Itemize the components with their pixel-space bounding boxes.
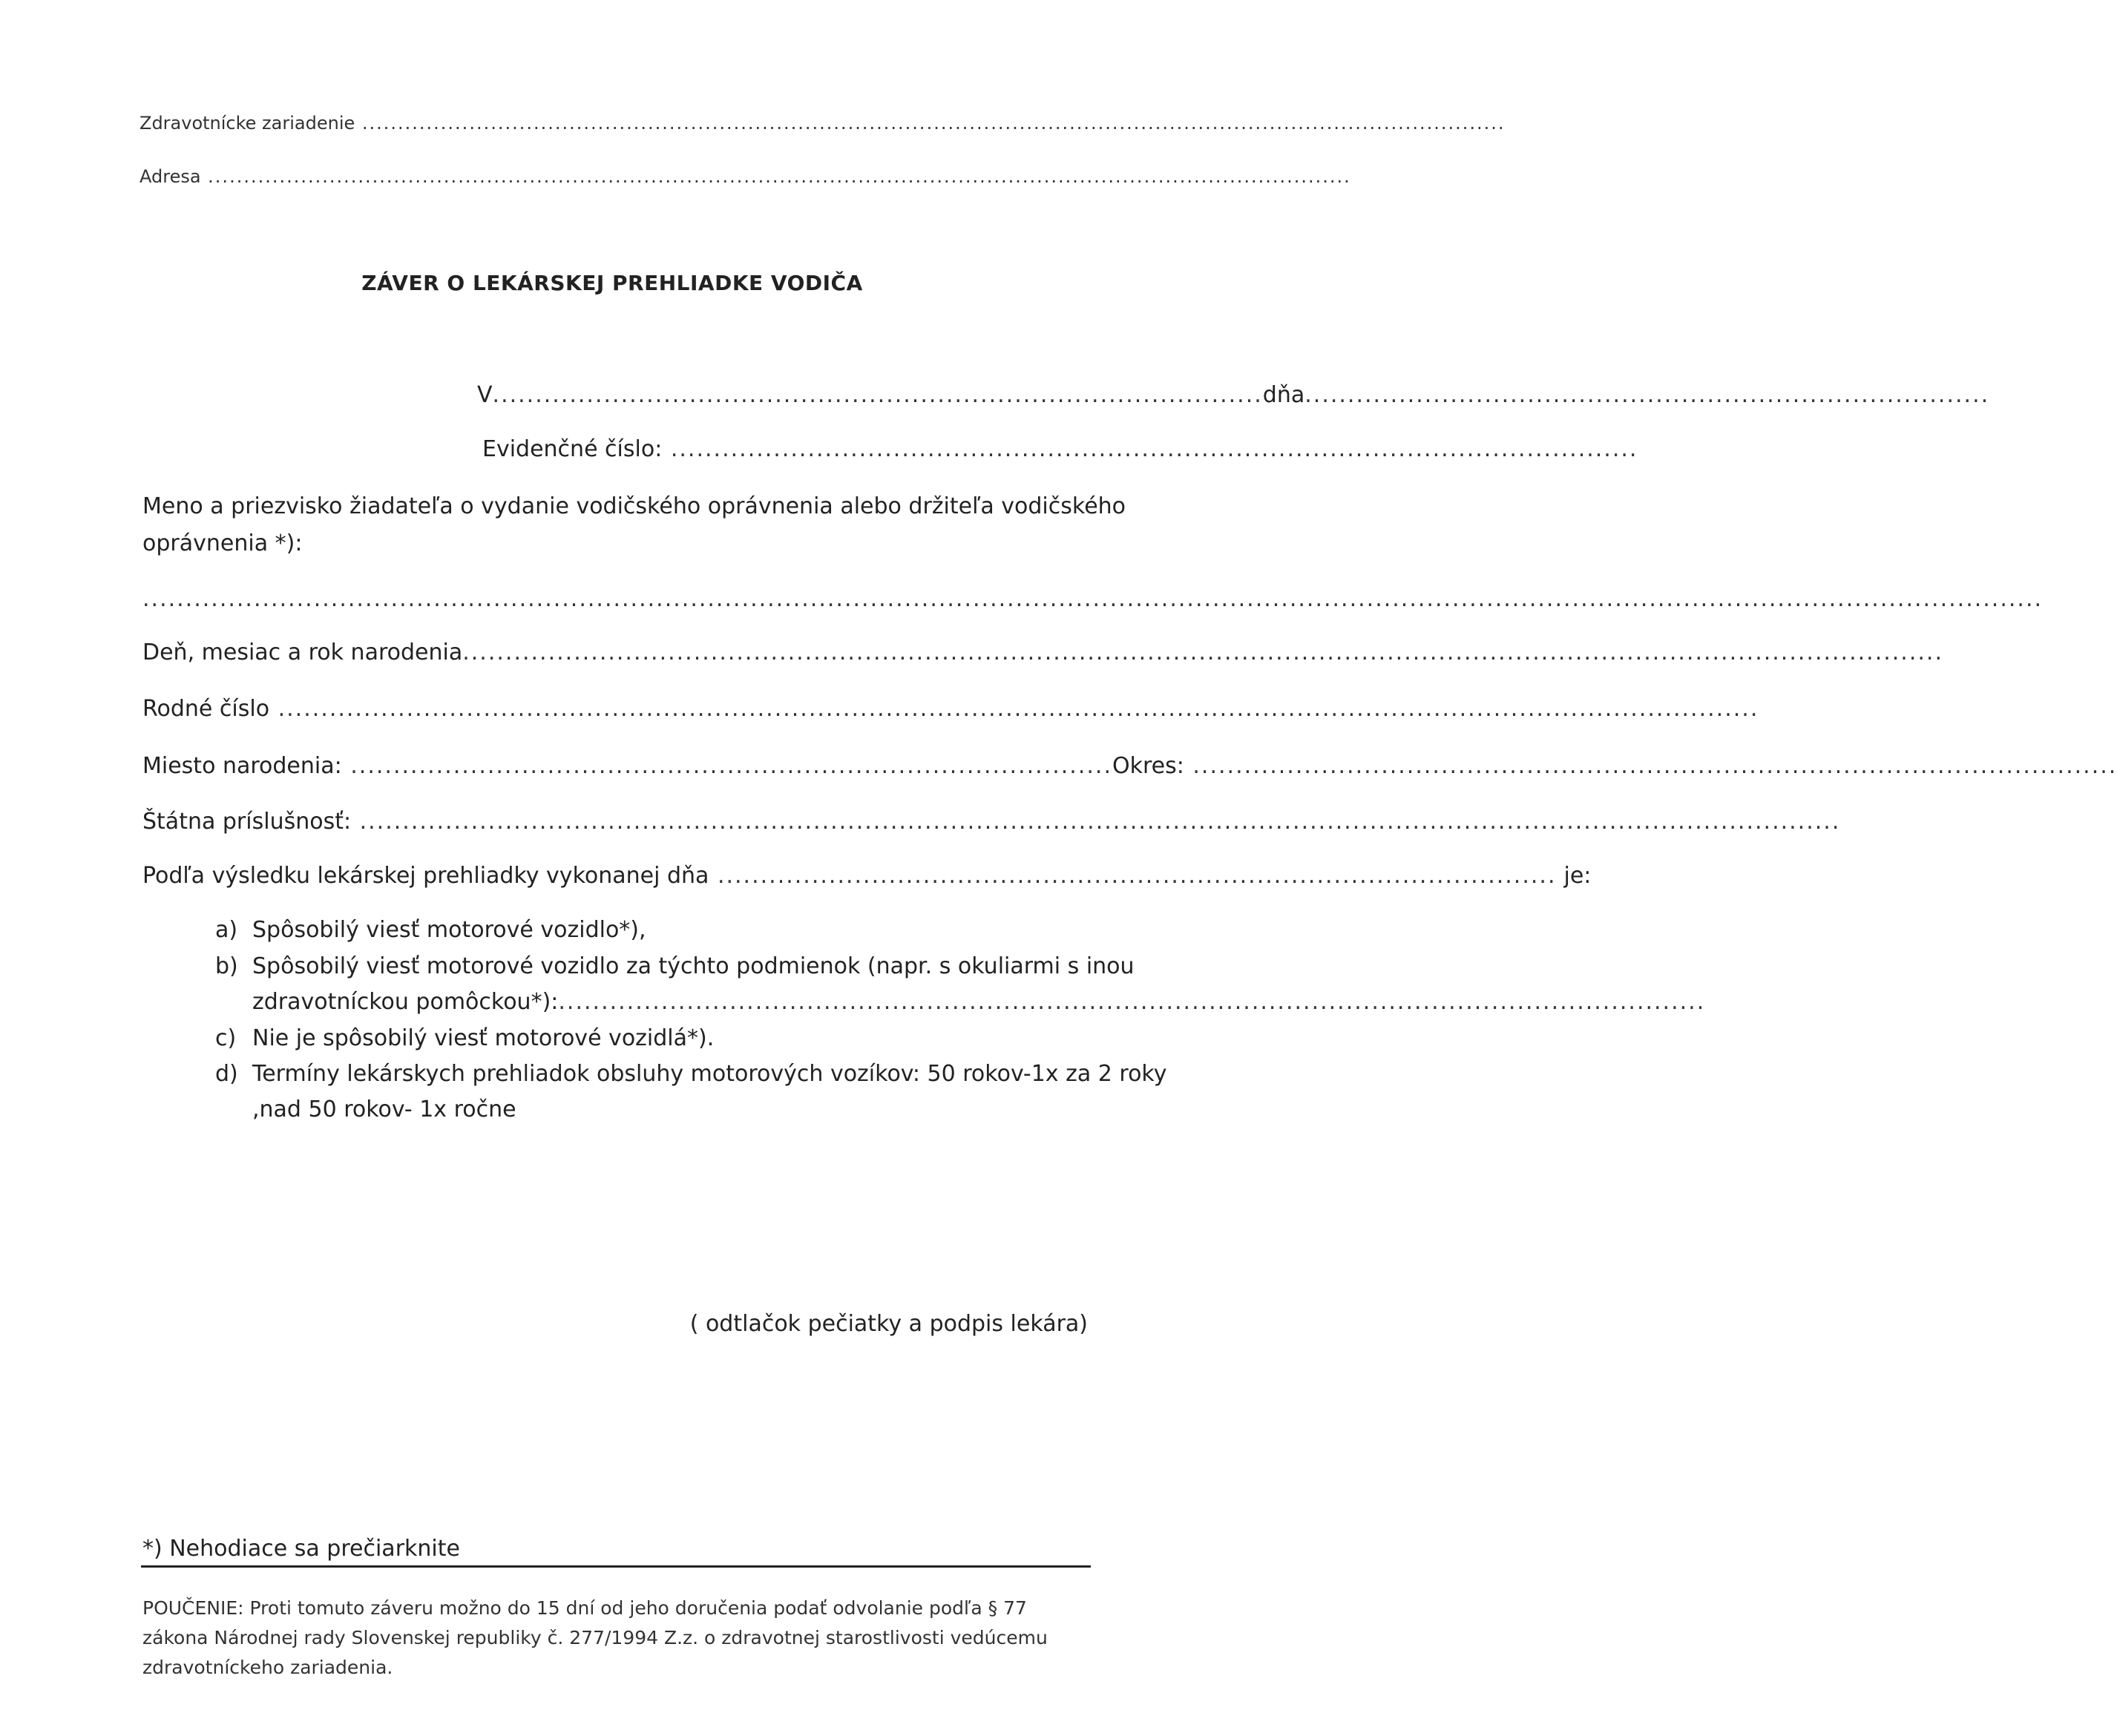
result-label: Podľa výsledku lekárskej prehliadky vykonanej dňa	[142, 863, 709, 889]
record-number-label: Evidenčné číslo:	[482, 436, 663, 462]
document-title: ZÁVER O LEKÁRSKEJ PREHLIADKE VODIČA	[361, 271, 863, 295]
option-b-cont-text: zdravotníckou pomôckou*):	[252, 989, 559, 1015]
option-c-text: Nie je spôsobilý viesť motorové vozidlá*).	[252, 1025, 715, 1051]
applicant-label-line1: Meno a priezvisko žiadateľa o vydanie vodičského oprávnenia alebo držiteľa vodičského	[142, 493, 1126, 519]
birth-number-blank: .............................................................................................................................................................................	[269, 696, 1759, 722]
option-d-text: Termíny lekárskych prehliadok obsluhy motorových vozíkov: 50 rokov-1x za 2 roky	[252, 1061, 1167, 1087]
district-label: Okres:	[1112, 753, 1184, 779]
footnote: *) Nehodiace sa prečiarknite	[142, 1536, 460, 1562]
option-d-mark: d)	[215, 1061, 238, 1087]
date-label: dňa	[1262, 382, 1305, 408]
place-blank: ..........................................................................................	[492, 382, 1263, 408]
notice-line-1: POUČENIE: Proti tomuto záveru možno do 15 dní od jeho doručenia podať odvolanie podľa § 77	[142, 1597, 1027, 1619]
birth-date-field	[142, 640, 1943, 665]
result-suffix: je:	[1563, 863, 1592, 889]
birth-date-blank: .............................................................................................................................................................................	[462, 640, 1943, 665]
result-field	[142, 863, 1592, 889]
result-blank: ..................................................................................................	[709, 863, 1557, 889]
signature-label: ( odtlačok pečiatky a podpis lekára)	[689, 1311, 1088, 1337]
notice	[142, 1594, 1092, 1683]
option-a-mark: a)	[215, 917, 238, 943]
birth-number-field	[142, 696, 1759, 722]
option-a-text: Spôsobilý viesť motorové vozidlo*),	[252, 917, 646, 943]
birth-place-blank: .........................................................................................	[341, 753, 1112, 779]
address-field	[140, 166, 1351, 187]
notice-line-2: zákona Národnej rady Slovenskej republiky č. 277/1994 Z.z. o zdravotnej starostlivosti vedúcemu	[142, 1627, 1048, 1648]
place-date-field	[477, 382, 1990, 408]
record-number-blank: .................................................................................................................	[662, 436, 1638, 462]
district-blank: ............................................................................................................	[1184, 753, 2117, 779]
option-b-blank: ......................................................................................................................................	[558, 989, 1706, 1015]
notice-line-3: zdravotníckeho zariadenia.	[142, 1657, 393, 1678]
applicant-label-line2: oprávnenia *):	[142, 530, 303, 556]
option-d-continuation: ,nad 50 rokov- 1x ročne	[252, 1096, 516, 1122]
birth-number-label: Rodné číslo	[142, 696, 270, 722]
citizenship-field	[142, 809, 1841, 835]
citizenship-blank: .............................................................................................................................................................................	[351, 809, 1841, 835]
applicant-name-blank: ..............................................................................................................................................................................................................................	[142, 586, 2044, 612]
date-blank: ................................................................................	[1304, 382, 1990, 408]
birth-place-label: Miesto narodenia:	[142, 753, 342, 779]
place-label: V	[477, 382, 493, 408]
facility-field	[140, 113, 1506, 134]
birth-date-label: Deň, mesiac a rok narodenia	[142, 640, 463, 665]
address-label: Adresa	[140, 166, 201, 187]
address-blank: ................................................................................................................................................................	[200, 166, 1351, 187]
record-number-field	[482, 436, 1638, 462]
option-b-continuation	[252, 989, 1706, 1015]
birth-place-field	[142, 753, 2117, 779]
facility-label: Zdravotnícke zariadenie	[140, 113, 355, 134]
option-b-mark: b)	[215, 953, 238, 979]
facility-blank: ................................................................................................................................................................	[355, 113, 1506, 134]
footnote-divider	[141, 1565, 1091, 1568]
citizenship-label: Štátna príslušnosť:	[142, 809, 352, 835]
option-c-mark: c)	[215, 1025, 237, 1051]
option-b-text: Spôsobilý viesť motorové vozidlo za týchto podmienok (napr. s okuliarmi s inou	[252, 953, 1135, 979]
